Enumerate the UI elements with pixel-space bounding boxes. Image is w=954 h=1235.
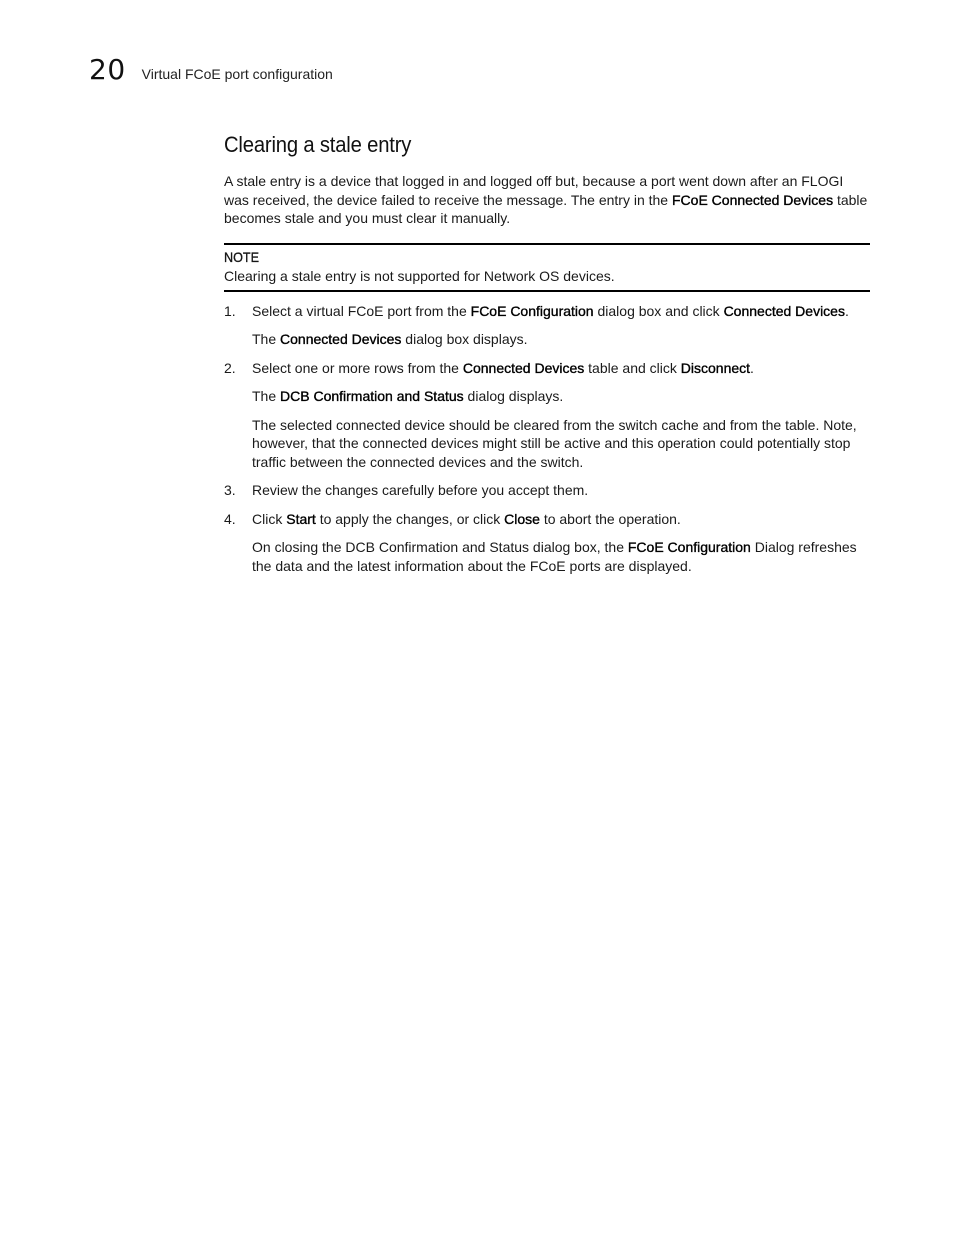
step-text: dialog box displays. <box>401 331 528 347</box>
section-title: Clearing a stale entry <box>224 132 412 157</box>
step-1 <box>224 302 870 349</box>
step-text: to abort the operation. <box>539 510 681 527</box>
step-text: Select a virtual FCoE port from the <box>252 302 471 319</box>
step-number: 3. <box>224 482 236 498</box>
step-main <box>252 510 870 529</box>
step-text: to apply the changes, or click <box>315 510 505 527</box>
ui-term: Disconnect <box>680 359 751 376</box>
step-result <box>252 538 870 575</box>
step-note: The selected connected device should be cleared from the switch cache and from the table. Note, however, that the connected devices might still be active and this operation could potentially stop traffic between the connected devices and the switch. <box>252 416 857 470</box>
ui-term: FCoE Configuration <box>470 302 594 319</box>
step-text: dialog box and click <box>593 302 724 319</box>
step-number: 4. <box>224 510 236 527</box>
step-3 <box>224 481 870 500</box>
step-2 <box>224 359 870 472</box>
step-main <box>252 302 870 321</box>
step-main: Review the changes carefully before you accept them. <box>252 482 589 498</box>
step-text: table and click <box>584 359 681 376</box>
ui-term: Connected Devices <box>462 359 585 376</box>
step-text: The <box>252 388 281 404</box>
step-text: Dialog refreshes the data and the latest information about the FCoE ports are displayed. <box>252 539 857 574</box>
step-4 <box>224 510 870 576</box>
page-header <box>89 53 333 90</box>
step-main <box>252 359 870 378</box>
step-text: . <box>844 302 849 319</box>
note-label: NOTE <box>224 248 260 265</box>
ui-term: DCB Confirmation and Status <box>280 388 464 404</box>
main-content <box>224 132 870 585</box>
step-result <box>252 387 870 406</box>
ui-term: Connected Devices <box>723 302 845 319</box>
step-text: Select one or more rows from the <box>252 359 463 376</box>
step-text: Click <box>252 510 287 527</box>
note-text: Clearing a stale entry is not supported for Network OS devices. <box>224 267 615 284</box>
step-number: 1. <box>224 302 236 319</box>
chapter-title: Virtual FCoE port configuration <box>141 66 333 82</box>
intro-paragraph <box>224 172 870 228</box>
ui-term: Close <box>504 510 540 527</box>
step-text: dialog displays. <box>463 388 564 404</box>
ui-term: Connected Devices <box>280 331 402 347</box>
intro-bold-term: FCoE Connected Devices <box>672 191 834 208</box>
step-text: The <box>252 331 281 347</box>
ui-term: FCoE Configuration <box>627 539 751 555</box>
ui-term: Start <box>286 510 316 527</box>
note-box <box>224 243 870 292</box>
chapter-number: 20 <box>89 53 126 86</box>
step-result <box>252 330 870 349</box>
step-text: . <box>750 359 754 376</box>
steps-list <box>224 302 870 576</box>
intro-text-end: table becomes stale and you must clear it manually. <box>224 191 868 226</box>
intro-text: A stale entry is a device that logged in and logged off but, because a port went down after an FLOGI was received, the device failed to receive the message. The entry in the <box>224 173 844 208</box>
step-text: On closing the DCB Confirmation and Status dialog box, the <box>252 539 628 555</box>
step-number: 2. <box>224 359 236 376</box>
